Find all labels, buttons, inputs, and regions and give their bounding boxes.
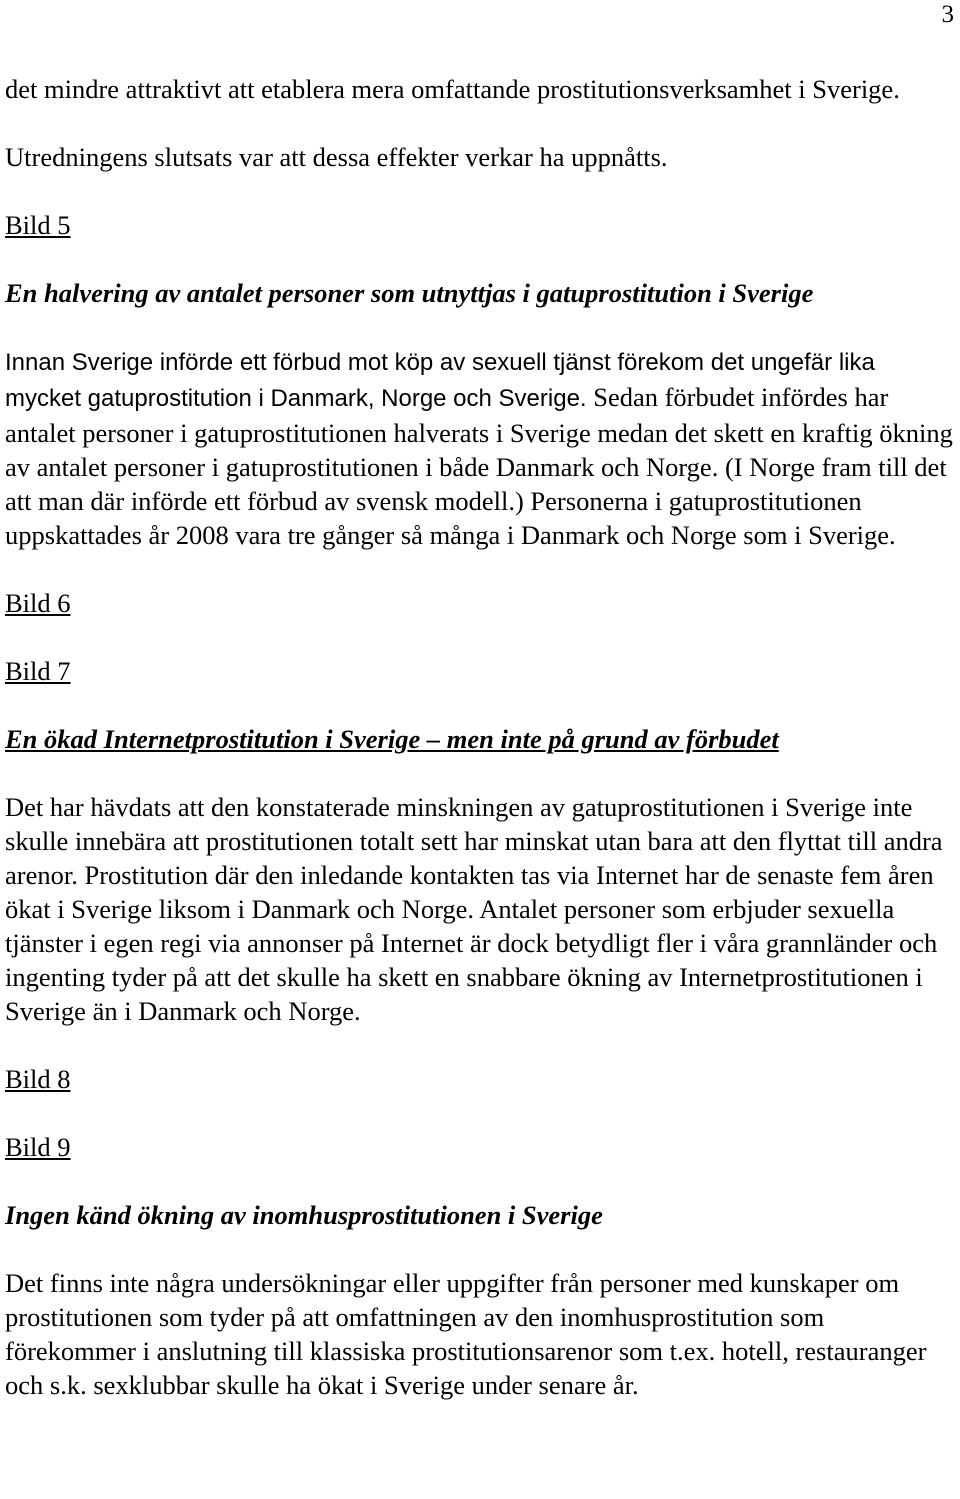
paragraph-conclusion: Utredningens slutsats var att dessa effekter verkar ha uppnåtts. <box>5 142 668 172</box>
paragraph-gatuprostitution-lead: Innan Sverige införde ett förbud mot köp av sexuell tjänst förekom det ungefär lika mycket gatuprostitution i Danmark, Norge och Sverige. <box>5 349 875 412</box>
paragraph-inomhusprostitution: Det finns inte några undersökningar eller uppgifter från personer med kunskaper om prostitutionen som tyder på att omfattningen av den inomhusprostitution som förekommer i anslutning till klassiska prostitutionsarenor som t.ex. hotell, restauranger och s.k. sexklubbar skulle ha ökat i Sverige under senare år. <box>5 1268 927 1400</box>
section-heading-internetprostitution: En ökad Internetprostitution i Sverige – men inte på grund av förbudet <box>5 724 779 754</box>
page-number: 3 <box>941 1 954 28</box>
paragraph-intro: det mindre attraktivt att etablera mera omfattande prostitutionsverksamhet i Sverige. <box>5 74 900 104</box>
image-link-bild-6[interactable]: Bild 6 <box>5 588 71 618</box>
image-link-bild-5[interactable]: Bild 5 <box>5 210 71 240</box>
paragraph-gatuprostitution <box>5 344 957 552</box>
section-heading-gatuprostitution: En halvering av antalet personer som utnyttjas i gatuprostitution i Sverige <box>5 278 814 308</box>
image-link-bild-9[interactable]: Bild 9 <box>5 1132 71 1162</box>
paragraph-gatuprostitution-body: Sedan förbudet infördes har antalet personer i gatuprostitutionen halverats i Sverige medan det skett en kraftig ökning av antalet personer i gatuprostitutionen i både Danmark och Norge. (I Norge fram till det att man där införde ett förbud av svensk modell.) Personerna i gatuprostitutionen uppskattades år 2008 vara tre gånger så många i Danmark och Norge som i Sverige. <box>5 382 953 550</box>
section-heading-inomhusprostitution: Ingen känd ökning av inomhusprostitutionen i Sverige <box>5 1200 603 1230</box>
paragraph-internetprostitution: Det har hävdats att den konstaterade minskningen av gatuprostitutionen i Sverige inte skulle innebära att prostitutionen totalt sett har minskat utan bara att den flyttat till andra arenor. Prostitution där den inledande kontakten tas via Internet har de senaste fem åren ökat i Sverige liksom i Danmark och Norge. Antalet personer som erbjuder sexuella tjänster i egen regi via annonser på Internet är dock betydligt fler i våra grannländer och ingenting tyder på att det skulle ha skett en snabbare ökning av Internetprostitutionen i Sverige än i Danmark och Norge. <box>5 792 943 1026</box>
image-link-bild-7[interactable]: Bild 7 <box>5 656 71 686</box>
image-link-bild-8[interactable]: Bild 8 <box>5 1064 71 1094</box>
document-body <box>5 72 957 1402</box>
